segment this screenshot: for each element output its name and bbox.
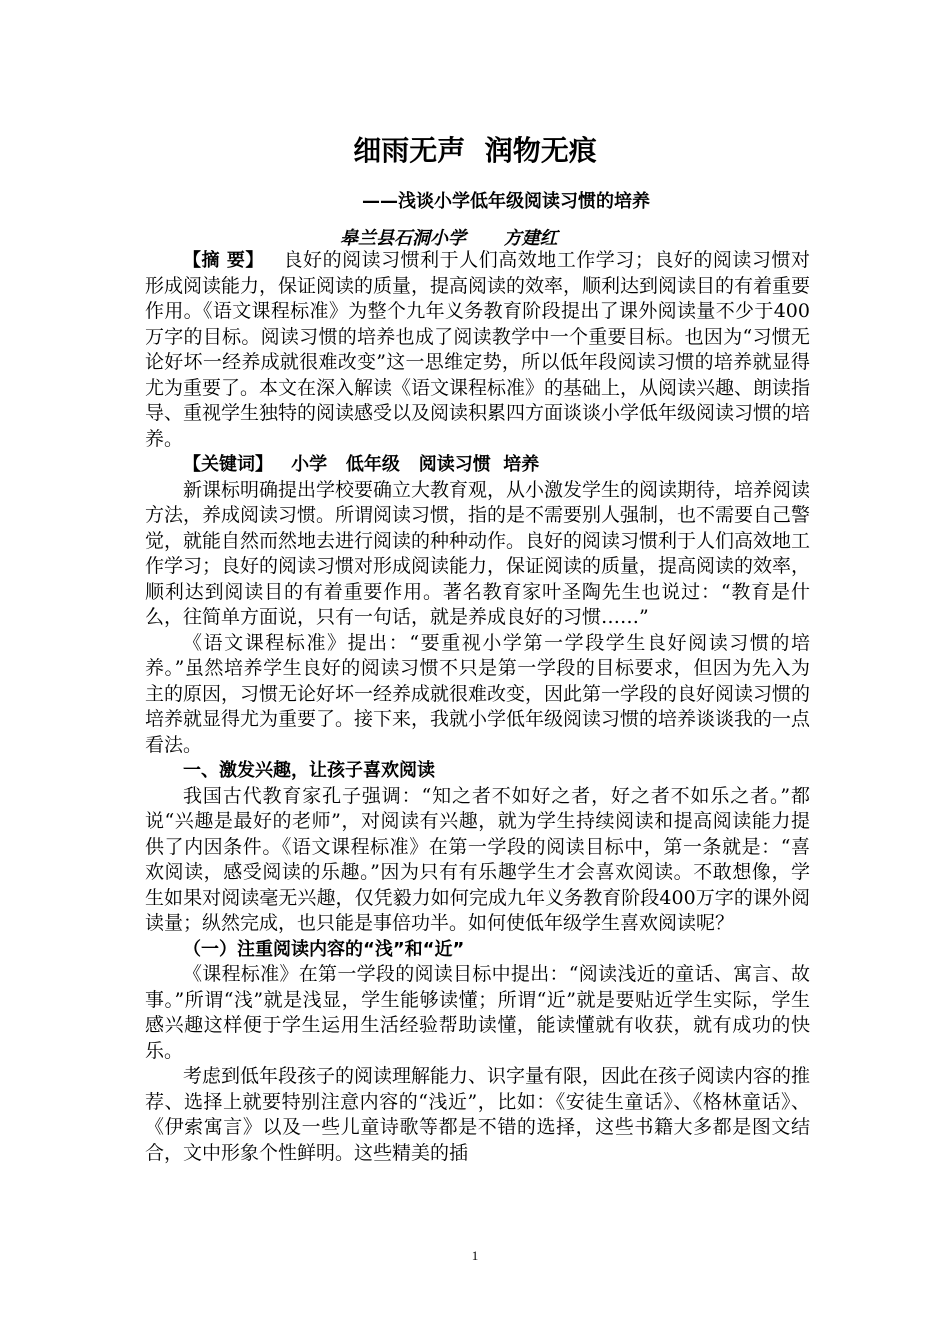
section-heading-2 xyxy=(145,937,810,963)
abstract-text: 良好的阅读习惯利于人们高效地工作学习；良好的阅读习惯对形成阅读能力，保证阅读的质量，提高阅读的效率，顺利达到阅读目的有着重要作用。《语文课程标准》为整个九年义务教育阶段提出了课外阅读量不少于400万字的目标。阅读习惯的培养也成了阅读教学中一个重要目标。也因为“习惯无论好坏一经养成就很难改变”这一思维定势，所以低年段阅读习惯的培养就显得尤为重要了。本文在深入解读《语文课程标准》的基础上，从阅读兴趣、朗读指导、重视学生独特的阅读感受以及阅读积累四方面谈谈小学低年级阅读习惯的培养。 xyxy=(145,249,811,450)
body-paragraph-5: 考虑到低年段孩子的阅读理解能力、识字量有限，因此在孩子阅读内容的推荐、选择上就要特别注意内容的“浅近”，比如：《安徒生童话》、《格林童话》、《伊索寓言》以及一些儿童诗歌等都是不错的选择，这些书籍大多都是图文结合，文中形象个性鲜明。这些精美的插 xyxy=(145,1065,811,1164)
body-paragraph-2: 《语文课程标准》提出：“要重视小学第一学段学生良好阅读习惯的培养。”虽然培养学生良好的阅读习惯不只是第一学段的目标要求，但因为先入为主的原因，习惯无论好坏一经养成就很难改变，因此第一学段的良好阅读习惯的培养就显得尤为重要了。接下来，我就小学低年级阅读习惯的培养谈谈我的一点看法。 xyxy=(145,631,811,756)
body-paragraph-1: 新课标明确提出学校要确立大教育观，从小激发学生的阅读期待，培养阅读方法，养成阅读习惯。所谓阅读习惯，指的是不需要别人强制，也不需要自己警觉，就能自然而然地去进行阅读的种种动作。良好的阅读习惯利于人们高效地工作学习；良好的阅读习惯对形成阅读能力，保证阅读的质量，提高阅读的效率，顺利达到阅读目的有着重要作用。著名教育家叶圣陶先生也说过：“教育是什么，往简单方面说，只有一句话，就是养成良好的习惯……” xyxy=(145,478,811,628)
document-title: 细雨无声 润物无痕 xyxy=(353,134,597,167)
keywords-paragraph xyxy=(145,452,810,478)
document-body xyxy=(145,248,810,1166)
section-heading-2-text: （一）注重阅读内容的“浅”和“近” xyxy=(183,938,465,960)
keywords-label: 【关键词】 xyxy=(183,454,273,475)
body-paragraph-3: 我国古代教育家孔子强调：“知之者不如好之者，好之者不如乐之者。”都说“兴趣是最好的老师”，对阅读有兴趣，就为学生持续阅读和提高阅读能力提供了内因条件。《语文课程标准》在第一学段的阅读目标中，第一条就是：“喜欢阅读，感受阅读的乐趣。”因为只有有乐趣学生才会喜欢阅读。不敢想像，学生如果对阅读毫无兴趣，仅凭毅力如何完成九年义务教育阶段400万字的课外阅读量；纵然完成，也只能是事倍功半。如何使低年级学生喜欢阅读呢？ xyxy=(145,784,810,934)
author-line: 皋兰县石洞小学 方建红 xyxy=(340,228,558,249)
page-number: 1 xyxy=(471,1248,479,1263)
abstract-label: 【摘 要】 xyxy=(183,250,264,271)
document-subtitle: ——浅谈小学低年级阅读习惯的培养 xyxy=(362,191,650,212)
body-paragraph-4: 《课程标准》在第一学段的阅读目标中提出：“阅读浅近的童话、寓言、故事。”所谓“浅”就是浅显，学生能够读懂；所谓“近”就是要贴近学生实际，学生感兴趣这样便于学生运用生活经验帮助读懂，能读懂就有收获，就有成功的快乐。 xyxy=(145,963,810,1062)
keywords-text: 小学 低年级 阅读习惯 培养 xyxy=(291,454,540,475)
abstract-paragraph xyxy=(145,248,810,452)
section-heading-1 xyxy=(145,758,810,784)
section-heading-1-text: 一、激发兴趣，让孩子喜欢阅读 xyxy=(183,760,435,781)
